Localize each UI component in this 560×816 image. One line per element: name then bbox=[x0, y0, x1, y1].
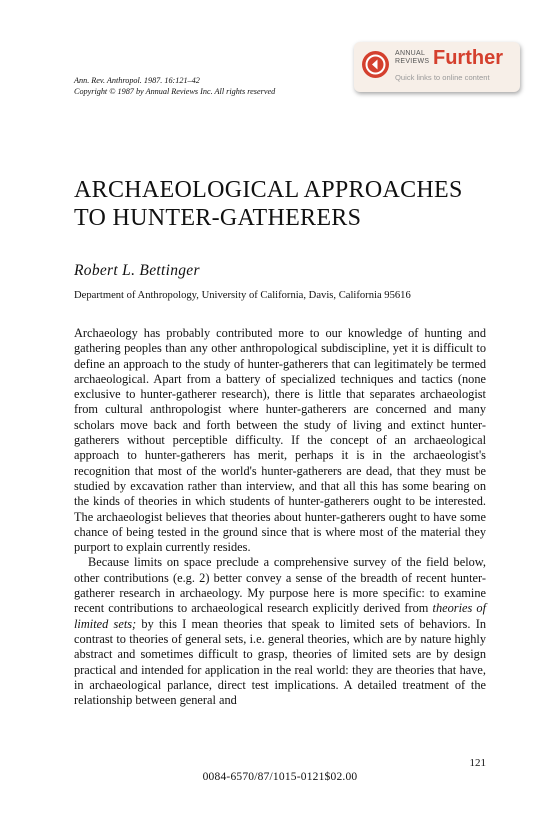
paragraph-2-text-a: Because limits on space preclude a comprehensive survey of the field below, other contributions (e.g. 2) better convey a sense of the breadth of recent hunter-gatherer research in archaeology. My purpose here is more specific: to examine recent contributions to archaeological research explicitly derived from bbox=[74, 555, 486, 616]
reviews-label: REVIEWS bbox=[395, 58, 430, 65]
annual-reviews-logo-text bbox=[395, 50, 429, 66]
page-number: 121 bbox=[469, 757, 486, 769]
further-subtitle: Quick links to online content bbox=[395, 73, 490, 82]
title-line-1: ARCHAEOLOGICAL APPROACHES bbox=[74, 177, 463, 203]
paragraph-2 bbox=[74, 555, 486, 708]
journal-citation bbox=[74, 76, 275, 97]
article-code: 0084-6570/87/1015-0121$02.00 bbox=[202, 771, 358, 783]
author-affiliation: Department of Anthropology, University of California, Davis, California 95616 bbox=[74, 290, 411, 301]
citation-line-journal: Ann. Rev. Anthropol. 1987. 16:121–42 bbox=[74, 76, 200, 85]
article-title bbox=[74, 176, 463, 232]
play-arrow-icon bbox=[362, 51, 389, 78]
article-body bbox=[74, 326, 486, 708]
paragraph-1: Archaeology has probably contributed more to our knowledge of hunting and gathering peoples than any other anthropological subdiscipline, yet it is difficult to define an approach to the study of hunter-gatherers that can legitimately be termed archaeological. Apart from a battery of specialized techniques and tactics (none exclusive to hunter-gatherer research), there is little that separates archaeologist from cultural anthropologist where hunter-gatherers are concerned and many scholars move back and forth between the study of living and extinct hunter-gatherers without perceptible difficulty. If the concept of an archaeological approach to hunter-gatherers has merit, perhaps it is in the archaeologist's recognition that most of the world's hunter-gatherers are dead, that they must be studied by excavation rather than interview, and that all this has some bearing on the kinds of theories in which students of hunter-gatherers ought to be interested. The archaeologist believes that theories about hunter-gatherers ought to have some chance of being tested in the ground since that is where most of the material they purport to explain currently resides. bbox=[74, 326, 486, 555]
paragraph-2-text-b: by this I mean theories that speak to limited sets of behaviors. In contrast to theories of general sets, i.e. general theories, which are by nature highly abstract and sometimes difficult to grasp, theories of limited sets are by design practical and intended for application in the real world: they are theories that have, in archaeological parlance, direct test implications. A detailed treatment of the relationship between general and bbox=[74, 616, 486, 708]
further-word: Further bbox=[433, 47, 503, 69]
paragraph-2-emphasis: theories of limited sets; bbox=[74, 601, 486, 631]
citation-line-copyright: Copyright © 1987 by Annual Reviews Inc. All rights reserved bbox=[74, 86, 276, 96]
annual-label: ANNUAL bbox=[395, 50, 426, 57]
author-name: Robert L. Bettinger bbox=[74, 262, 200, 279]
further-badge[interactable] bbox=[354, 42, 520, 92]
title-line-2: TO HUNTER-GATHERERS bbox=[74, 205, 362, 231]
